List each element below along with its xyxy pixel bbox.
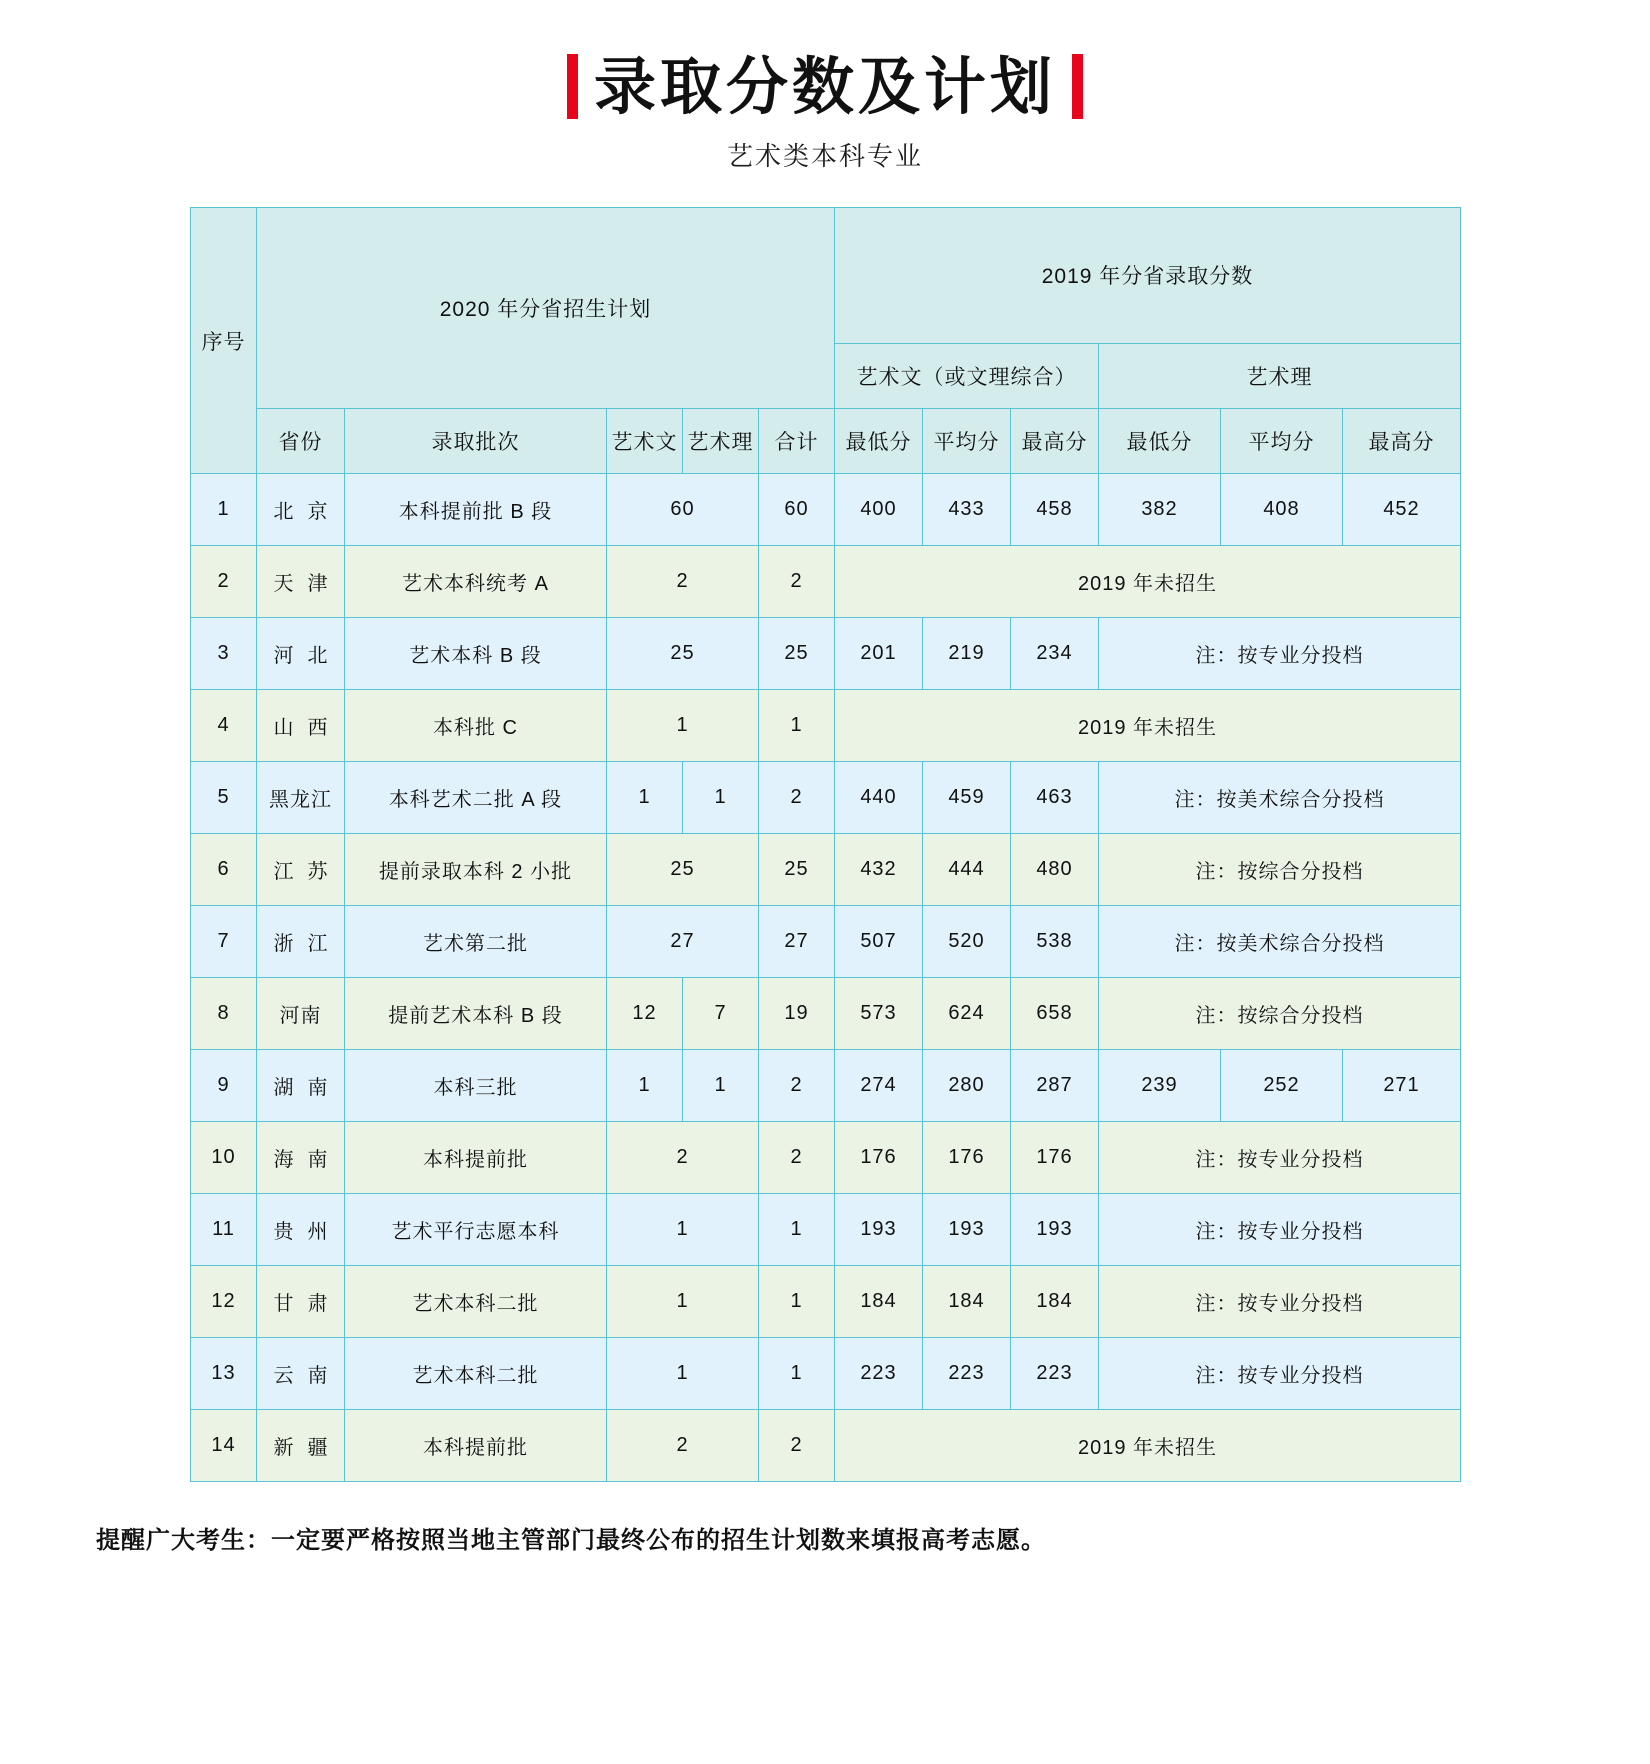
cell-batch: 本科批 C: [345, 690, 607, 762]
cell-wen-max: 480: [1011, 834, 1099, 906]
cell-wen-max: 193: [1011, 1194, 1099, 1266]
cell-plan-total: 2: [759, 1410, 835, 1482]
cell-province: 河北: [257, 618, 345, 690]
cell-wen-avg: 223: [923, 1338, 1011, 1410]
cell-wen-min: 507: [835, 906, 923, 978]
header-li-min: 最低分: [1099, 409, 1221, 474]
cell-wen-min: 432: [835, 834, 923, 906]
cell-province: 浙江: [257, 906, 345, 978]
cell-index: 8: [191, 978, 257, 1050]
cell-province: 黑龙江: [257, 762, 345, 834]
table-row: [191, 474, 1461, 546]
cell-wen-avg: 624: [923, 978, 1011, 1050]
cell-li-avg: 408: [1221, 474, 1343, 546]
cell-wen-min: 193: [835, 1194, 923, 1266]
page-title-text: 录取分数及计划: [593, 50, 1056, 123]
header-row-3: [191, 409, 1461, 474]
header-li-max: 最高分: [1343, 409, 1461, 474]
cell-batch: 本科艺术二批 A 段: [345, 762, 607, 834]
cell-score-note: 注：按美术综合分投档: [1099, 762, 1461, 834]
cell-index: 2: [191, 546, 257, 618]
cell-plan-wen: 27: [607, 906, 759, 978]
cell-plan-li: 1: [683, 1050, 759, 1122]
cell-score-note: 注：按专业分投档: [1099, 618, 1461, 690]
cell-wen-min: 274: [835, 1050, 923, 1122]
cell-plan-wen: 60: [607, 474, 759, 546]
cell-wen-avg: 280: [923, 1050, 1011, 1122]
header-plan-wen: 艺术文: [607, 409, 683, 474]
header-batch: 录取批次: [345, 409, 607, 474]
table-row: [191, 762, 1461, 834]
admission-score-table: [190, 207, 1461, 1482]
cell-wen-max: 234: [1011, 618, 1099, 690]
cell-province: 江苏: [257, 834, 345, 906]
cell-plan-total: 1: [759, 1266, 835, 1338]
cell-plan-total: 2: [759, 1122, 835, 1194]
cell-li-max: 452: [1343, 474, 1461, 546]
cell-province: 北京: [257, 474, 345, 546]
cell-wen-min: 223: [835, 1338, 923, 1410]
cell-plan-total: 27: [759, 906, 835, 978]
table-row: [191, 618, 1461, 690]
title-accent-bar-right: [1072, 54, 1083, 119]
cell-index: 7: [191, 906, 257, 978]
cell-plan-wen: 12: [607, 978, 683, 1050]
cell-plan-wen: 2: [607, 1410, 759, 1482]
cell-index: 14: [191, 1410, 257, 1482]
cell-batch: 艺术平行志愿本科: [345, 1194, 607, 1266]
cell-li-min: 382: [1099, 474, 1221, 546]
cell-province: 天津: [257, 546, 345, 618]
cell-score-note: 注：按综合分投档: [1099, 834, 1461, 906]
header-wen-max: 最高分: [1011, 409, 1099, 474]
cell-index: 5: [191, 762, 257, 834]
cell-province: 新疆: [257, 1410, 345, 1482]
cell-index: 3: [191, 618, 257, 690]
cell-province: 甘肃: [257, 1266, 345, 1338]
cell-wen-max: 287: [1011, 1050, 1099, 1122]
cell-wen-min: 201: [835, 618, 923, 690]
cell-plan-total: 60: [759, 474, 835, 546]
cell-wen-max: 458: [1011, 474, 1099, 546]
cell-batch: 提前艺术本科 B 段: [345, 978, 607, 1050]
cell-no-admission-note: 2019 年未招生: [835, 1410, 1461, 1482]
cell-batch: 本科提前批 B 段: [345, 474, 607, 546]
table-row: [191, 906, 1461, 978]
cell-plan-total: 25: [759, 618, 835, 690]
cell-wen-avg: 184: [923, 1266, 1011, 1338]
cell-batch: 艺术本科 B 段: [345, 618, 607, 690]
table-row: [191, 1410, 1461, 1482]
header-province: 省份: [257, 409, 345, 474]
cell-wen-avg: 193: [923, 1194, 1011, 1266]
cell-plan-total: 1: [759, 690, 835, 762]
cell-index: 11: [191, 1194, 257, 1266]
cell-plan-wen: 1: [607, 1194, 759, 1266]
cell-wen-max: 184: [1011, 1266, 1099, 1338]
table-row: [191, 834, 1461, 906]
cell-plan-wen: 25: [607, 834, 759, 906]
cell-wen-avg: 219: [923, 618, 1011, 690]
header-row-1: [191, 208, 1461, 344]
cell-wen-min: 184: [835, 1266, 923, 1338]
cell-score-note: 注：按专业分投档: [1099, 1194, 1461, 1266]
cell-index: 4: [191, 690, 257, 762]
cell-index: 13: [191, 1338, 257, 1410]
cell-plan-wen: 25: [607, 618, 759, 690]
footer-reminder: 提醒广大考生：一定要严格按照当地主管部门最终公布的招生计划数来填报高考志愿。: [96, 1527, 1046, 1555]
cell-wen-avg: 520: [923, 906, 1011, 978]
cell-batch: 提前录取本科 2 小批: [345, 834, 607, 906]
cell-plan-total: 1: [759, 1194, 835, 1266]
cell-wen-max: 176: [1011, 1122, 1099, 1194]
cell-plan-total: 25: [759, 834, 835, 906]
cell-province: 贵州: [257, 1194, 345, 1266]
header-art-wen-group: 艺术文（或文理综合）: [835, 343, 1099, 408]
cell-wen-min: 440: [835, 762, 923, 834]
cell-province: 河南: [257, 978, 345, 1050]
cell-wen-avg: 459: [923, 762, 1011, 834]
header-plan-total: 合计: [759, 409, 835, 474]
table-row: [191, 1050, 1461, 1122]
cell-li-max: 271: [1343, 1050, 1461, 1122]
cell-plan-wen: 2: [607, 1122, 759, 1194]
cell-batch: 艺术本科统考 A: [345, 546, 607, 618]
cell-index: 1: [191, 474, 257, 546]
cell-li-min: 239: [1099, 1050, 1221, 1122]
cell-province: 湖南: [257, 1050, 345, 1122]
table-row: [191, 1194, 1461, 1266]
cell-plan-wen: 1: [607, 762, 683, 834]
cell-no-admission-note: 2019 年未招生: [835, 546, 1461, 618]
cell-plan-total: 2: [759, 1050, 835, 1122]
cell-batch: 本科提前批: [345, 1122, 607, 1194]
cell-wen-min: 573: [835, 978, 923, 1050]
cell-wen-avg: 433: [923, 474, 1011, 546]
cell-wen-max: 463: [1011, 762, 1099, 834]
header-index: 序号: [191, 208, 257, 474]
cell-score-note: 注：按专业分投档: [1099, 1338, 1461, 1410]
cell-province: 云南: [257, 1338, 345, 1410]
page-subtitle: 艺术类本科专业: [726, 141, 923, 172]
cell-plan-li: 1: [683, 762, 759, 834]
header-art-li-group: 艺术理: [1099, 343, 1461, 408]
cell-batch: 艺术本科二批: [345, 1338, 607, 1410]
cell-score-note: 注：按美术综合分投档: [1099, 906, 1461, 978]
table-body: [191, 474, 1461, 1482]
cell-wen-avg: 444: [923, 834, 1011, 906]
cell-plan-wen: 1: [607, 1050, 683, 1122]
header-li-avg: 平均分: [1221, 409, 1343, 474]
header-score-group: 2019 年分省录取分数: [835, 208, 1461, 344]
table-row: [191, 1266, 1461, 1338]
cell-wen-max: 538: [1011, 906, 1099, 978]
cell-plan-wen: 1: [607, 690, 759, 762]
cell-no-admission-note: 2019 年未招生: [835, 690, 1461, 762]
cell-index: 9: [191, 1050, 257, 1122]
cell-index: 10: [191, 1122, 257, 1194]
cell-batch: 艺术第二批: [345, 906, 607, 978]
cell-province: 海南: [257, 1122, 345, 1194]
table-row: [191, 546, 1461, 618]
table-container: [190, 207, 1460, 1482]
cell-batch: 本科提前批: [345, 1410, 607, 1482]
cell-batch: 本科三批: [345, 1050, 607, 1122]
table-row: [191, 1122, 1461, 1194]
cell-wen-min: 176: [835, 1122, 923, 1194]
cell-province: 山西: [257, 690, 345, 762]
cell-plan-wen: 1: [607, 1266, 759, 1338]
cell-score-note: 注：按专业分投档: [1099, 1266, 1461, 1338]
cell-wen-min: 400: [835, 474, 923, 546]
cell-plan-total: 2: [759, 762, 835, 834]
cell-wen-max: 658: [1011, 978, 1099, 1050]
cell-plan-total: 1: [759, 1338, 835, 1410]
header-plan-group: 2020 年分省招生计划: [257, 208, 835, 409]
cell-plan-total: 19: [759, 978, 835, 1050]
table-row: [191, 1338, 1461, 1410]
cell-score-note: 注：按专业分投档: [1099, 1122, 1461, 1194]
table-row: [191, 978, 1461, 1050]
cell-wen-avg: 176: [923, 1122, 1011, 1194]
cell-score-note: 注：按综合分投档: [1099, 978, 1461, 1050]
cell-wen-max: 223: [1011, 1338, 1099, 1410]
table-head: [191, 208, 1461, 474]
page-title: [567, 50, 1083, 123]
cell-index: 6: [191, 834, 257, 906]
header-plan-li: 艺术理: [683, 409, 759, 474]
cell-plan-total: 2: [759, 546, 835, 618]
cell-plan-li: 7: [683, 978, 759, 1050]
cell-index: 12: [191, 1266, 257, 1338]
header-wen-min: 最低分: [835, 409, 923, 474]
title-accent-bar-left: [567, 54, 578, 119]
cell-batch: 艺术本科二批: [345, 1266, 607, 1338]
cell-li-avg: 252: [1221, 1050, 1343, 1122]
cell-plan-wen: 1: [607, 1338, 759, 1410]
header-wen-avg: 平均分: [923, 409, 1011, 474]
cell-plan-wen: 2: [607, 546, 759, 618]
table-row: [191, 690, 1461, 762]
title-block: [0, 0, 1650, 173]
